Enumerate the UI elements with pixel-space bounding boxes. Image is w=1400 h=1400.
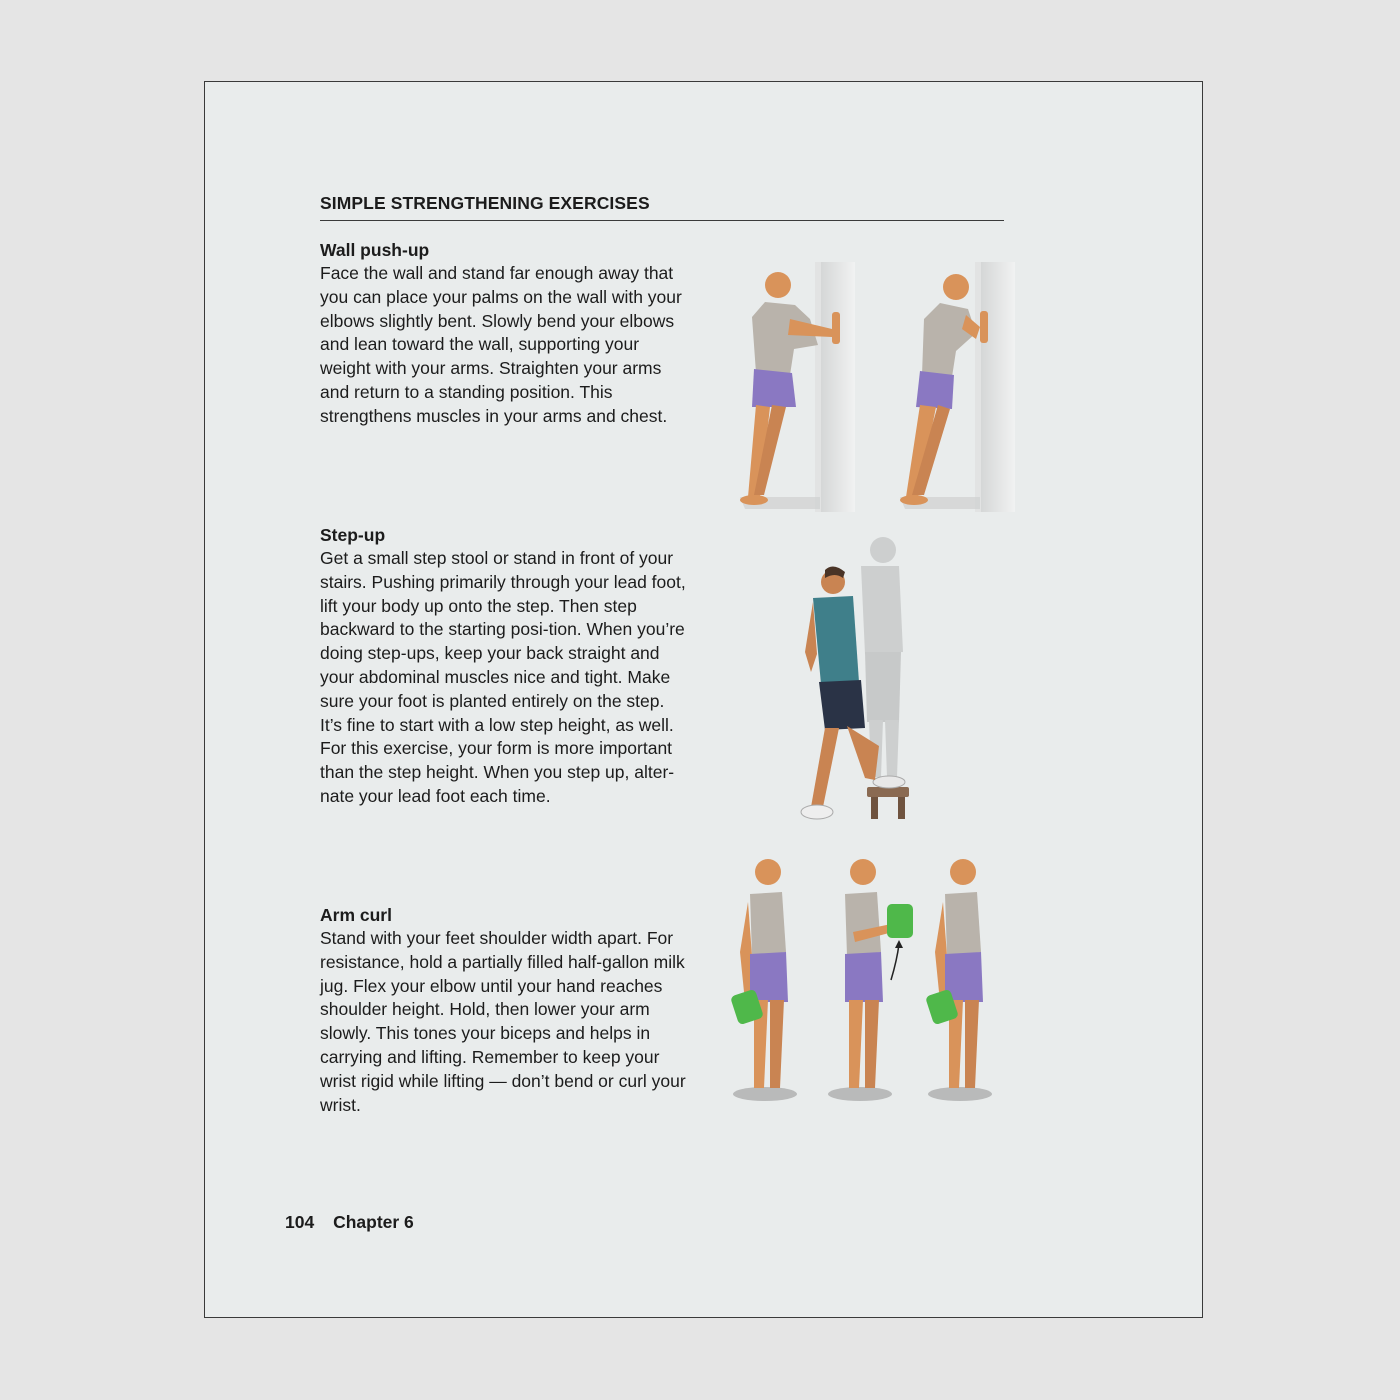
exercise-description: Stand with your feet shoulder width apart. For resistance, hold a partially filled half-gallon milk jug. Flex your elbow until your hand reaches shoulder height. Hold, then lower your arm slowly. This tones your biceps and helps in carrying and lifting. Remember to keep your wrist rigid while lifting — don’t bend or curl your wrist. bbox=[320, 928, 686, 1115]
arm-curl-illustration bbox=[730, 852, 1005, 1112]
pushup-figure-2 bbox=[900, 262, 1015, 512]
page-number: 104 bbox=[285, 1212, 315, 1232]
arm-curl-figure-1 bbox=[730, 859, 797, 1101]
exercise-title: Arm curl bbox=[320, 905, 392, 925]
wall-pushup-illustration bbox=[720, 257, 1020, 522]
step-up-stool bbox=[867, 776, 909, 819]
exercise-wall-pushup bbox=[320, 238, 690, 429]
book-page bbox=[204, 81, 1203, 1318]
section-title: SIMPLE STRENGTHENING EXERCISES bbox=[320, 193, 1004, 221]
step-up-illustration bbox=[795, 532, 935, 827]
exercise-description: Face the wall and stand far enough away that you can place your palms on the wall with your elbows slightly bent. Slowly bend your elbows and lean toward the wall, supporting your weight with your arms. Straighten your arms and return to a standing position. This strengthens muscles in your arms and chest. bbox=[320, 263, 682, 426]
exercise-step-up bbox=[320, 523, 690, 809]
page-footer bbox=[285, 1212, 414, 1233]
exercise-title: Wall push-up bbox=[320, 240, 430, 260]
arm-curl-figure-3 bbox=[925, 859, 992, 1101]
exercise-title: Step-up bbox=[320, 525, 386, 545]
arm-curl-figure-2 bbox=[828, 859, 913, 1101]
chapter-label: Chapter 6 bbox=[333, 1212, 414, 1232]
exercise-description: Get a small step stool or stand in front of your stairs. Pushing primarily through your lead foot, lift your body up onto the step. Then step backward to the starting posi-tion. When you’re doing step-ups, keep your back straight and your abdominal muscles nice and tight. Make sure your foot is planted entirely on the step. It’s fine to start with a low step height, as well. For this exercise, your form is more important than the step height. When you step up, alter-nate your lead foot each time. bbox=[320, 548, 686, 806]
pushup-figure-1 bbox=[740, 262, 855, 512]
exercise-arm-curl bbox=[320, 903, 690, 1117]
